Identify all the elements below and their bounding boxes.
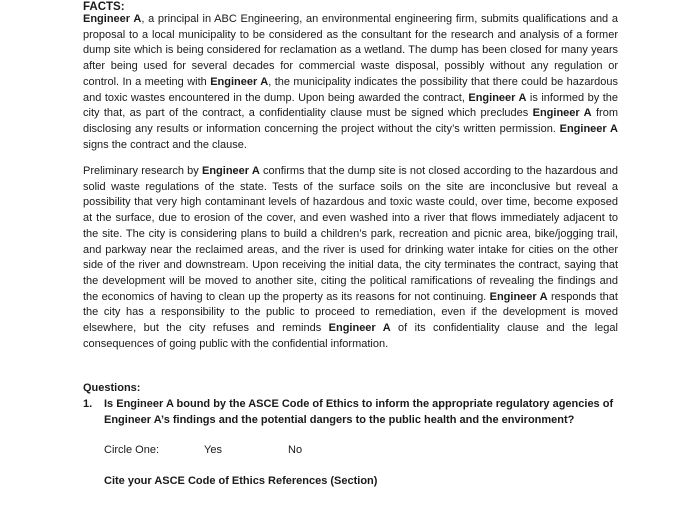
text-run: is informed by the city that, as part of the contract, a confidentiality clause must be signed which precludes <box>83 91 618 120</box>
facts-paragraph-1 <box>83 12 618 153</box>
answer-option-yes[interactable]: Yes <box>204 444 222 456</box>
bold-run: Engineer A <box>489 290 548 303</box>
bold-run: Engineer A <box>468 91 527 104</box>
text-run: confirms that the dump site is not closed according to the hazardous and solid waste regulations of the state. Tests of the surface soils on the site are inconclusive but reveal a possibility that very high contaminant levels of hazardous and toxic waste could, over time, become exposed at the surface, due to erosion of the cover, and even washed into a river that flows immediately adjacent to the site. The city is considering plans to build a children’s park, recreation and picnic area, bike/jogging trail, and parkway near the reclaimed areas, and the river is used for drinking water intake for cities on the other side of the river and downstream. Upon receiving the initial data, the city terminates the contract, saying that the development will be moved to another site, citing the political ramifications of revealing the findings and the economics of having to clean up the property as its reasons for not continuing. <box>83 165 618 303</box>
facts-paragraph-2 <box>83 164 618 352</box>
text-run: Preliminary research by <box>83 165 202 177</box>
text-run: of its confidentiality clause and the legal consequences of going public with the confidential information. <box>83 322 618 350</box>
bold-run: Engineer A <box>210 75 269 88</box>
text-run: , a principal in ABC Engineering, an environmental engineering firm, submits qualifications and a proposal to a local municipality to be considered as the consultant for the research and analysis of a former dump site which is being considered for reclamation as a wetland. The dump has been closed for many years after being used for several decades for commercial waste disposal, possibly without any regulation or control. In a meeting with <box>83 13 618 88</box>
bold-run: Engineer A <box>328 322 391 335</box>
circle-one-label: Circle One: <box>104 444 160 456</box>
bold-run: Engineer A <box>83 13 142 25</box>
text-run: signs the contract and the clause. <box>83 138 247 151</box>
text-run: responds that the city has a responsibility to the public to proceed to remediation, even if the development is moved elsewhere, but the city refuses and reminds <box>83 290 618 335</box>
text-run: , the municipality indicates the possibility that there could be hazardous and toxic wastes encountered in the dump. Upon being awarded the contract, <box>83 75 618 104</box>
bold-run: Engineer A <box>532 107 592 120</box>
cite-references-label: Cite your ASCE Code of Ethics References (Section) <box>104 475 378 487</box>
text-run: from disclosing any results or information concerning the project without the city’s written permission. <box>83 107 618 135</box>
answer-option-no[interactable]: No <box>288 444 303 456</box>
bold-run: Engineer A <box>559 122 618 135</box>
question-text: Is Engineer A bound by the ASCE Code of Ethics to inform the appropriate regulatory agencies of Engineer A’s findings and the potential dangers to the public health and the environment? <box>104 398 614 426</box>
bold-run: Engineer A <box>202 165 260 177</box>
questions-heading: Questions: <box>83 382 141 394</box>
question-number: 1. <box>83 398 93 410</box>
facts-heading: FACTS: <box>83 1 125 13</box>
